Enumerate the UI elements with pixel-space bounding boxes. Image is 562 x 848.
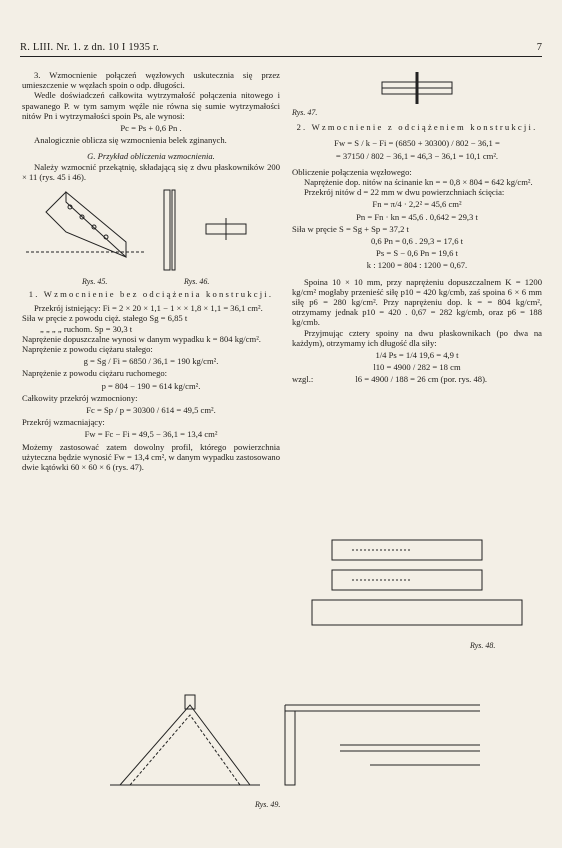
equation: l6 = 4900 / 188 = 26 cm (por. rys. 48). xyxy=(355,374,488,385)
paragraph: Obliczenie połączenia węzłowego: xyxy=(292,166,412,177)
figure-47 xyxy=(377,70,457,108)
section-heading: G. Przykład obliczenia wzmocnienia. xyxy=(87,151,215,162)
equation: Fc = Sp / p = 30300 / 614 = 49,5 cm². xyxy=(86,405,216,416)
page-number: 7 xyxy=(536,42,542,53)
right-column xyxy=(292,70,542,385)
paragraph: Naprężenie dop. nitów na ścinanie kn = = 0,8 × 804 = 642 kg/cm². xyxy=(304,177,533,188)
equation: k : 1200 = 804 : 1200 = 0,67. xyxy=(366,260,468,271)
equation xyxy=(292,374,542,384)
paragraph: Należy wzmocnić przekątnię, składającą się z dwu płaskowników 200 × 11 (rys. 45 i 46). xyxy=(22,161,280,182)
equation: l10 = 4900 / 282 = 18 cm xyxy=(373,362,461,373)
section-heading: 2. Wzmocnienie z odciążeniem konstrukcji. xyxy=(296,122,538,133)
paragraph: 3. Wzmocnienie połączeń węzłowych uskutecznia się przez umieszczenie w węzłach spoin o odp. długości. xyxy=(22,70,280,91)
section-heading: 1. Wzmocnienie bez odciążenia konstrukcji. xyxy=(28,289,274,300)
equation: = 37150 / 802 − 36,1 = 46,3 − 36,1 = 10,1 cm². xyxy=(335,150,499,161)
page-header xyxy=(20,42,542,57)
equation: Pn = Fn · kn = 45,6 . 0,642 = 29,3 t xyxy=(356,211,478,222)
paragraph: Naprężenie z powodu ciężaru ruchomego: xyxy=(22,368,168,379)
figure-49 xyxy=(110,685,490,795)
figure-48 xyxy=(292,530,542,640)
paragraph: Naprężenie dopuszczalne wynosi w danym wypadku k = 804 kg/cm². xyxy=(22,333,261,344)
equation: Fn = π/4 · 2,2² = 45,6 cm² xyxy=(372,199,462,210)
figure-49-caption: Rys. 49. xyxy=(255,800,281,809)
paragraph: „ „ „ „ ruchom. Sp = 30,3 t xyxy=(40,323,133,334)
paragraph: Przekrój nitów d = 22 mm w dwu powierzchniach ścięcia: xyxy=(304,187,505,198)
figure-47-caption: Rys. 47. xyxy=(292,108,318,117)
left-column xyxy=(22,70,280,472)
paragraph: Przekrój istniejący: Fi = 2 × 20 × 1,1 − 1 × × 1,8 × 1,1 = 36,1 cm². xyxy=(34,303,263,314)
paragraph: Analogicznie oblicza się wzmocnienia belek zginanych. xyxy=(34,135,227,146)
paragraph: Całkowity przekrój wzmocniony: xyxy=(22,392,138,403)
paragraph: Spoina 10 × 10 mm, przy naprężeniu dopuszczalnem K = 1200 kg/cm² mogłaby przenieść siłę p10 = 420 kg/cmb, zaś spoina 6 × 6 mm siłę p6 = 280 kg/cm². Przy naprężeniu dop. k = = 804 kg/cm², otrzymamy jednak p10 = 420 . 0,67 = 282 kg/cmb, oraz p6 = 188 kg/cmb. xyxy=(292,276,542,328)
figure-48-caption: Rys. 48. xyxy=(470,641,496,650)
equation: Siła w pręcie S = Sg + Sp = 37,2 t xyxy=(292,223,409,234)
equation: 0,6 Pn = 0,6 . 29,3 = 17,6 t xyxy=(370,236,464,247)
equation: 1/4 Ps = 1/4 19,6 = 4,9 t xyxy=(375,350,459,361)
paragraph: Wedle doświadczeń całkowita wytrzymałość połączenia nitowego i spawanego P. w tym samym węźle nie równa się sumie wytrzymałości nitów Pn i wytrzymałości spoin Ps, ale wynosi: xyxy=(22,90,280,121)
equation: Fw = Fc − Fi = 49,5 − 36,1 = 13,4 cm² xyxy=(84,429,218,440)
equation-label: wzgl.: xyxy=(292,374,314,385)
paragraph: Naprężenie z powodu ciężaru stałego: xyxy=(22,344,153,355)
figure-46-caption: Rys. 46. xyxy=(184,277,210,287)
equation: Fw = S / k − Fi = (6850 + 30300) / 802 − 36,1 = xyxy=(334,138,500,149)
paragraph: Przyjmując cztery spoiny na dwu płaskownikach (po dwa na każdym), otrzymamy ich długość dla siły: xyxy=(292,327,542,348)
equation: p = 804 − 190 = 614 kg/cm². xyxy=(101,380,201,391)
paragraph: Przekrój wzmacniający: xyxy=(22,417,105,428)
journal-issue: R. LIII. Nr. 1. z dn. 10 I 1935 r. xyxy=(20,42,159,53)
paragraph: Możemy zastosować zatem dowolny profil, którego powierzchnia użyteczna będzie wynosić Fw = 13,4 cm², w danym wypadku zastosowano dwie kątówki 60 × 60 × 6 (rys. 47). xyxy=(22,441,281,473)
paragraph: Siła w pręcie z powodu cięż. stałego Sg = 6,85 t xyxy=(22,313,188,324)
equation: Ps = S − 0,6 Pn = 19,6 t xyxy=(376,248,458,259)
figure-45-46 xyxy=(26,182,276,277)
equation: Pc = Ps + 0,6 Pn . xyxy=(120,123,182,134)
figure-45-caption: Rys. 45. xyxy=(82,277,108,287)
equation: g = Sg / Fi = 6850 / 36,1 = 190 kg/cm². xyxy=(83,356,219,367)
